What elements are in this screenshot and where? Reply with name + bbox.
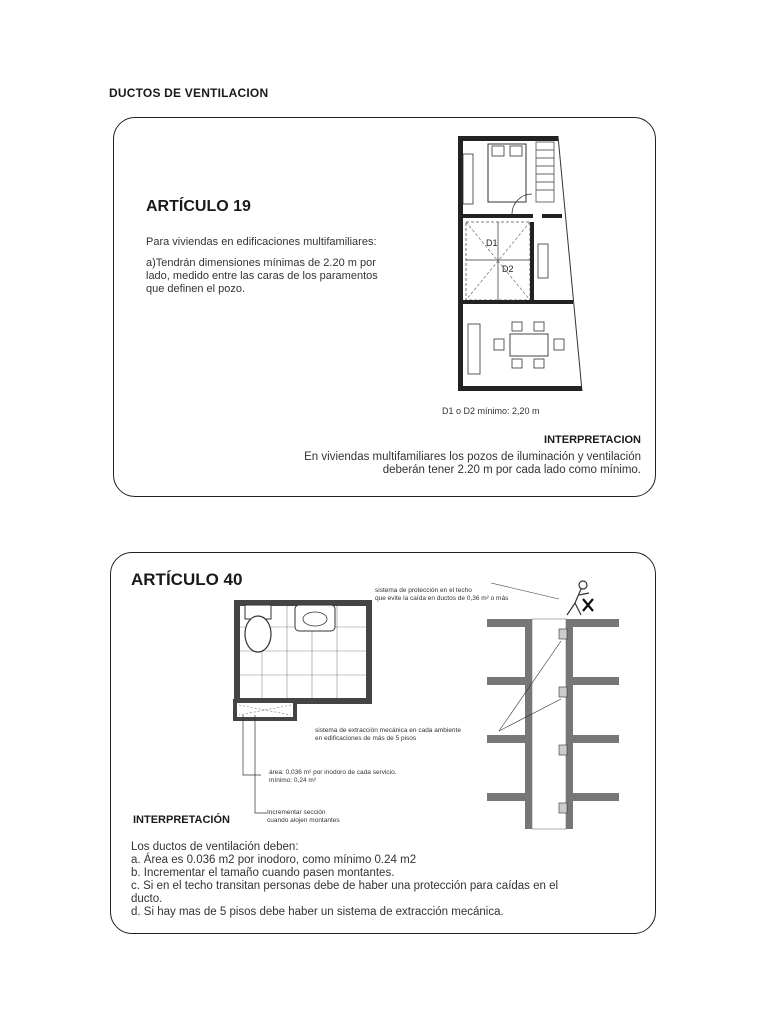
plan-wall-room-divider	[542, 214, 562, 218]
note-line: sistema de protección en el techo	[375, 587, 472, 594]
article-19-paragraph-a	[146, 257, 378, 296]
plan-wall-living	[463, 300, 573, 304]
article-19-interpretation-label: INTERPRETACION	[544, 434, 641, 446]
plan-sofa	[468, 324, 480, 374]
toilet-icon	[245, 616, 271, 652]
plan-bed	[488, 144, 526, 202]
plan-wall-diagonal	[558, 136, 582, 391]
paragraph-a-line: que definen el pozo.	[146, 283, 246, 295]
note-area	[269, 769, 397, 785]
plan-pillow	[510, 146, 522, 156]
interpretation-item: c. Si en el techo transitan personas debe de haber una protección para caídas en el ducto.	[131, 880, 559, 905]
article-19-intro: Para viviendas en edificaciones multifamiliares:	[146, 236, 377, 248]
note-line: que evite la caída en ductos de 0,36 m² o más	[375, 595, 509, 602]
person-on-roof-icon	[567, 581, 589, 615]
article-40-card	[110, 552, 656, 934]
article-19-card	[113, 117, 656, 497]
plan-wall-top	[458, 136, 558, 141]
note-increase-section	[267, 809, 340, 825]
interpretation-item: a. Área es 0.036 m2 por inodoro, como mínimo 0.24 m2	[131, 854, 417, 866]
plan-door-arc	[512, 194, 532, 214]
interpretation-item: d. Si hay mas de 5 pisos debe haber un sistema de extracción mecánica.	[131, 906, 504, 918]
interpretation-intro: Los ductos de ventilación deben:	[131, 841, 299, 853]
note-line: mínimo: 0,24 m²	[269, 777, 316, 784]
note-line: área: 0,036 m² por inodoro de cada servicio.	[269, 769, 397, 776]
note-mechanical-extraction	[315, 727, 461, 743]
note-line: cuando alojen montantes	[267, 817, 340, 824]
plan-stairs	[536, 142, 554, 202]
plan-wall-room-divider	[463, 214, 533, 218]
plan-kitchen-counter	[538, 244, 548, 278]
article-19-interpretation-text	[304, 451, 641, 477]
article-19-floor-plan	[452, 134, 592, 399]
interpretation-line: En viviendas multifamiliares los pozos de iluminación y ventilación	[304, 451, 641, 463]
plan-wardrobe	[463, 154, 473, 204]
plan-wall-kitchen	[530, 222, 534, 304]
plan-pillow	[492, 146, 504, 156]
note-line: sistema de extracción mecánica en cada ambiente	[315, 727, 461, 734]
plan-dining-table	[510, 334, 548, 356]
paragraph-a-line: a)Tendrán dimensiones mínimas de 2.20 m por	[146, 257, 376, 269]
plan-wall-left	[458, 136, 463, 391]
note-line: en edificaciones de más de 5 pisos	[315, 735, 417, 742]
interpretation-line: deberán tener 2.20 m por cada lado como mínimo.	[382, 464, 641, 476]
fall-protection-x-icon	[583, 599, 593, 611]
plan-caption: D1 o D2 mínimo: 2,20 m	[442, 406, 540, 416]
article-19-title: ARTÍCULO 19	[146, 198, 251, 215]
page-heading: DUCTOS DE VENTILACION	[109, 86, 269, 100]
plan-wall-bottom	[458, 386, 582, 391]
note-line: Incrementar sección	[267, 809, 326, 816]
paragraph-a-line: lado, medido entre las caras de los paramentos	[146, 270, 378, 282]
note-roof-protection	[375, 587, 508, 603]
article-40-interpretation-label: INTERPRETACIÓN	[133, 814, 230, 826]
plan-label-d2: D2	[502, 264, 514, 274]
interpretation-item: b. Incrementar el tamaño cuando pasen montantes.	[131, 867, 395, 879]
plan-chairs	[494, 322, 564, 368]
article-40-interpretation-list	[131, 841, 558, 919]
plan-label-d1: D1	[486, 238, 498, 248]
article-40-title: ARTÍCULO 40	[131, 570, 243, 589]
